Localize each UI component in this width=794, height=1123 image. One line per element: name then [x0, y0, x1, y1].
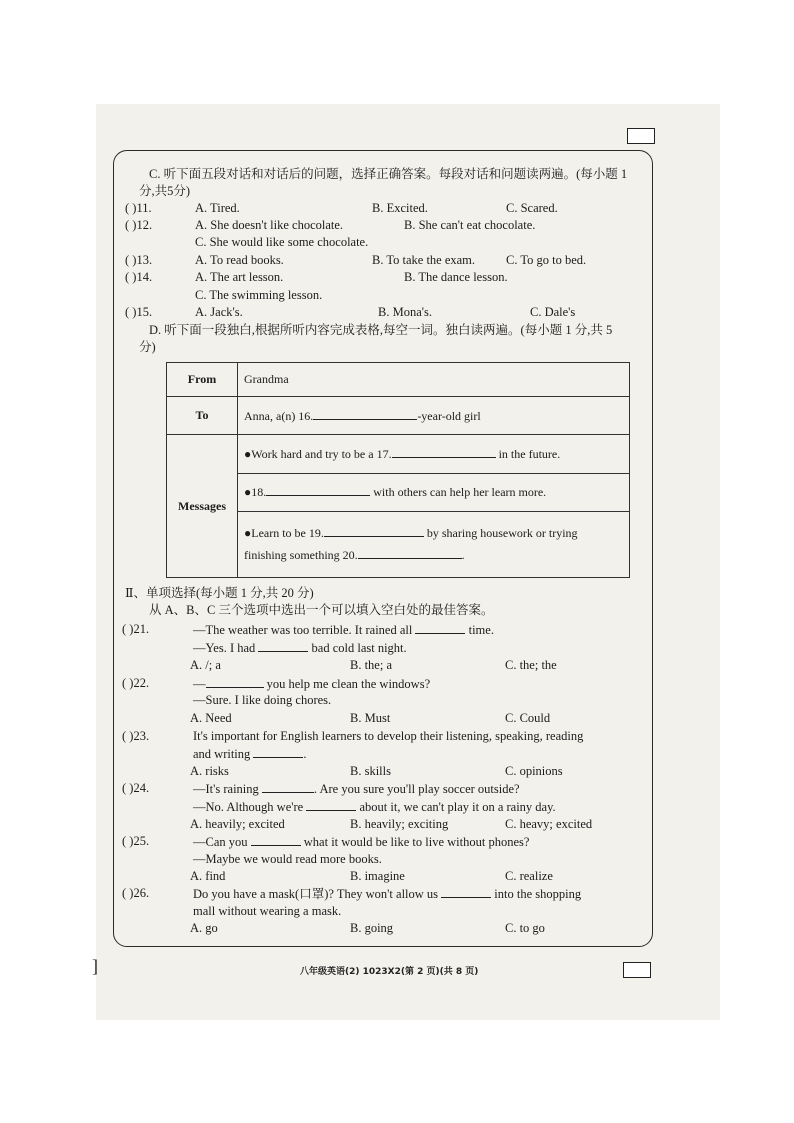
section-d-heading-line1: D. 听下面一段独白,根据所听内容完成表格,每空一词。独白读两遍。(每小题 1 分,共 5 [149, 323, 613, 337]
q13-option-b: B. To take the exam. [372, 253, 476, 267]
q25-number: ( )25. [122, 834, 150, 848]
q21-line1: —The weather was too terrible. It rained all time. [193, 623, 494, 637]
q11-option-c: C. Scared. [506, 201, 558, 215]
to-suffix: -year-old girl [417, 408, 481, 423]
q26-line1: Do you have a mask(口罩)? They won't allow us into the shopping [193, 887, 582, 901]
q12-option-b: B. She can't eat chocolate. [404, 218, 536, 232]
to-cell [238, 397, 630, 435]
left-edge-bracket: ] [92, 956, 98, 976]
q22-option-b: B. Must [350, 711, 391, 725]
section-c-heading-line2: 分,共5分) [139, 184, 191, 198]
blank-19[interactable] [324, 525, 424, 537]
q23-option-b: B. skills [350, 764, 391, 778]
q26-option-a: A. go [190, 921, 218, 935]
q25-line1: —Can you what it would be like to live without phones? [193, 835, 530, 849]
section-ii-heading: Ⅱ、单项选择(每小题 1 分,共 20 分) [125, 586, 314, 600]
q13-number: ( )13. [125, 253, 153, 267]
q22-blank[interactable] [206, 676, 264, 688]
message-3-suffix: by sharing housework or trying [426, 526, 578, 541]
q22-number: ( )22. [122, 676, 150, 690]
message-2 [238, 473, 630, 511]
q21-blank-2[interactable] [258, 640, 308, 652]
q23-option-c: C. opinions [505, 764, 563, 778]
q15-option-a: A. Jack's. [195, 305, 243, 319]
q26-blank[interactable] [441, 886, 491, 898]
q14-option-c: C. The swimming lesson. [195, 288, 323, 302]
q11-number: ( )11. [125, 201, 152, 215]
message-3-line2: finishing something 20. [244, 548, 358, 563]
q24-number: ( )24. [122, 781, 150, 795]
q12-number: ( )12. [125, 218, 153, 232]
section-c-heading-line1: C. 听下面五段对话和对话后的问题，选择正确答案。每段对话和问题读两遍。(每小题 1 [149, 167, 628, 181]
q11-option-b: B. Excited. [372, 201, 428, 215]
q15-number: ( )15. [125, 305, 153, 319]
to-label: To [167, 397, 238, 435]
q23-line2: and writing . [193, 747, 307, 761]
q21-blank-1[interactable] [415, 622, 465, 634]
to-prefix: Anna, a(n) 16. [244, 408, 314, 423]
blank-16[interactable] [313, 408, 417, 420]
q26-number: ( )26. [122, 886, 150, 900]
q21-line2: —Yes. I had bad cold last night. [193, 641, 407, 655]
message-3: ●Learn to be 19. by sharing housework or trying finishing something 20. . [238, 511, 630, 577]
from-value: Grandma [238, 363, 630, 397]
page-footer: 八年级英语(2) 1023X2(第 2 页)(共 8 页) [300, 967, 479, 977]
q22-option-c: C. Could [505, 711, 551, 725]
q12-option-a: A. She doesn't like chocolate. [195, 218, 344, 232]
message-2-prefix: ●18. [244, 485, 267, 500]
message-1-suffix: in the future. [498, 446, 561, 461]
q25-option-a: A. find [190, 869, 226, 883]
page-corner-box-top [627, 128, 655, 144]
blank-18[interactable] [266, 484, 370, 496]
section-d-heading-line2: 分) [139, 340, 156, 354]
page-corner-box-bottom [623, 962, 651, 978]
from-label: From [167, 363, 238, 397]
q26-line2: mall without wearing a mask. [193, 904, 342, 918]
q24-line1: —It's raining . Are you sure you'll play soccer outside? [193, 782, 520, 796]
q23-option-a: A. risks [190, 764, 229, 778]
q24-blank-1[interactable] [262, 781, 314, 793]
q14-option-b: B. The dance lesson. [404, 270, 508, 284]
q22-line2: —Sure. I like doing chores. [193, 693, 332, 707]
q26-option-c: C. to go [505, 921, 545, 935]
q21-number: ( )21. [122, 622, 150, 636]
q12-option-c: C. She would like some chocolate. [195, 235, 369, 249]
q25-option-c: C. realize [505, 869, 553, 883]
q13-option-c: C. To go to bed. [506, 253, 587, 267]
q24-option-c: C. heavy; excited [505, 817, 593, 831]
listening-table [166, 362, 630, 578]
q24-line2: —No. Although we're about it, we can't play it on a rainy day. [193, 800, 556, 814]
blank-17[interactable] [392, 446, 496, 458]
message-3-prefix: ●Learn to be 19. [244, 526, 324, 541]
q15-option-c: C. Dale's [530, 305, 576, 319]
q22-option-a: A. Need [190, 711, 232, 725]
q15-option-b: B. Mona's. [378, 305, 432, 319]
q14-number: ( )14. [125, 270, 153, 284]
q23-line1: It's important for English learners to develop their listening, speaking, reading [193, 729, 584, 743]
message-1-prefix: ●Work hard and try to be a 17. [244, 446, 392, 461]
q24-blank-2[interactable] [306, 799, 356, 811]
message-2-suffix: with others can help her learn more. [373, 485, 547, 500]
q13-option-a: A. To read books. [195, 253, 284, 267]
q25-option-b: B. imagine [350, 869, 405, 883]
message-1 [238, 435, 630, 473]
q25-line2: —Maybe we would read more books. [193, 852, 382, 866]
q11-option-a: A. Tired. [195, 201, 240, 215]
section-ii-instruction: 从 A、B、C 三个选项中选出一个可以填入空白处的最佳答案。 [149, 603, 494, 617]
q24-option-a: A. heavily; excited [190, 817, 285, 831]
q25-blank[interactable] [251, 834, 301, 846]
blank-20[interactable] [358, 547, 462, 559]
q22-line1: — you help me clean the windows? [193, 677, 431, 691]
q21-option-b: B. the; a [350, 658, 393, 672]
q21-option-a: A. /; a [190, 658, 221, 672]
q21-option-c: C. the; the [505, 658, 557, 672]
messages-label: Messages [167, 435, 238, 578]
q23-blank[interactable] [253, 746, 303, 758]
q14-option-a: A. The art lesson. [195, 270, 284, 284]
q23-number: ( )23. [122, 729, 150, 743]
q26-option-b: B. going [350, 921, 394, 935]
q24-option-b: B. heavily; exciting [350, 817, 449, 831]
